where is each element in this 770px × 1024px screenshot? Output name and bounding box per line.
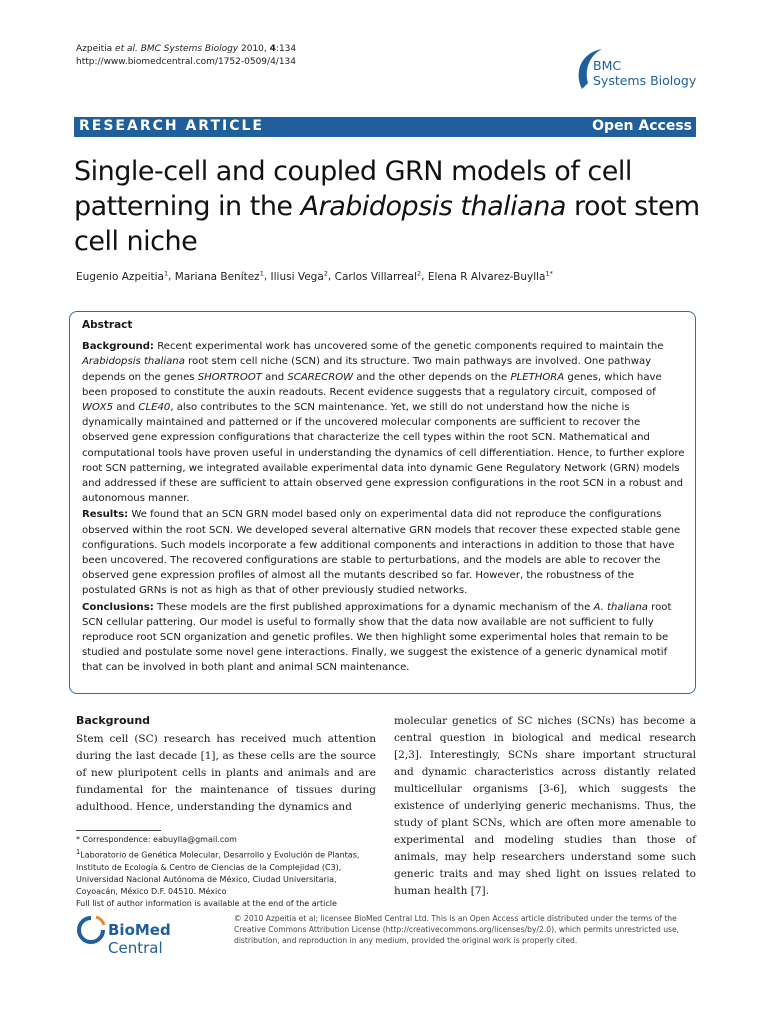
body-paragraph-right: molecular genetics of SC niches (SCNs) has become a central question in biological and medical research [2,3]. Interestingly, SCNs share important structural and dynamic characteristics across distantly related multicellular organisms [3-6], which suggests the existence of underlying generic mechanisms. Thus, the study of plant SCNs, which are often more amenable to experimental and modeling studies than those of animals, may help researchers understand some such generic traits and may shed light on issues related to human health [7]. bbox=[394, 715, 696, 897]
affiliation: $^1$Laboratorio de Genética Molecular, Desarrollo y Evolución de Plantas, Instituto de Ecología & Centro de Ciencias de la Complejidad (C3), Universidad Nacional Autónoma de México, Ciudad Universitaria, Coyoacán, México D.F. 04510. México bbox=[76, 848, 360, 896]
abstract-background: Background: Recent experimental work has uncovered some of the genetic components required to maintain the Arabidopsis thaliana root stem cell niche (SCN) and its structure. Two main pathways are involved. One pathway depends on the genes SHORTROOT and SCARECROW and the other depends on the PLETHORA genes, which have been proposed to constitute the auxin readouts. Recent evidence suggests that a regulatory circuit, composed of WOX5 and CLE40, also contributes to the SCN maintenance. Yet, we still do not understand how the niche is dynamically maintained and patterned or if the uncovered molecular components are sufficient to recover the observed gene expression configurations that characterize the cell types within the root SCN. Mathematical and computational tools have proven useful in understanding the dynamics of cell differentiation. Hence, to further explore root SCN patterning, we integrated available experimental data into dynamic Gene Regulatory Network (GRN) models and addressed if these are sufficient to attain observed gene expression configurations in the root SCN in a robust and autonomous manner. bbox=[82, 341, 685, 505]
journal-logo-text: BMC Systems Biology bbox=[593, 58, 697, 88]
article-title: Single-cell and coupled GRN models of cell patterning in the Arabidopsis thaliana root stem cell niche bbox=[74, 156, 700, 257]
body-paragraph-left: Stem cell (SC) research has received much attention during the last decade [1], as these cells are the source of new pluripotent cells in plants and animals and are fundamental for the maintenance of tissues during adulthood. Hence, understanding the dynamics and bbox=[76, 733, 376, 813]
journal-logo bbox=[572, 43, 702, 99]
full-list-note: Full list of author information is available at the end of the article bbox=[76, 898, 337, 908]
author: Mariana Benítez$^1$ bbox=[174, 269, 264, 283]
citation-header bbox=[76, 43, 296, 69]
abstract-box bbox=[69, 311, 696, 694]
author: Iliusi Vega$^2$ bbox=[270, 269, 328, 283]
article-type-label: RESEARCH ARTICLE bbox=[79, 118, 264, 134]
open-access-label: Open Access bbox=[592, 118, 692, 134]
citation-line: Azpeitia et al. BMC Systems Biology 2010, 4:134 bbox=[76, 44, 297, 54]
license-text: © 2010 Azpeitia et al; licensee BioMed Central Ltd. This is an Open Access article distributed under the terms of the Creative Commons Attribution License (http://creativecommons.org/licenses/by/2.0), which permits unrestricted use, distribution, and reproduction in any medium, provided the original work is properly cited. bbox=[234, 914, 680, 945]
biomed-swoosh-icon bbox=[76, 915, 106, 945]
article-type-banner bbox=[74, 117, 696, 137]
article-url[interactable]: http://www.biomedcentral.com/1752-0509/4/134 bbox=[76, 57, 296, 67]
footnotes bbox=[76, 834, 376, 910]
abstract-heading: Abstract bbox=[82, 319, 133, 331]
body-right-column bbox=[394, 713, 696, 900]
author-list: Eugenio Azpeitia$^1$, Mariana Benítez$^1$, Iliusi Vega$^2$, Carlos Villarreal$^2$, Elena R Alvarez-Buylla$^{1*}$ bbox=[76, 269, 553, 283]
publisher-logo bbox=[76, 915, 226, 957]
abstract-content bbox=[82, 318, 687, 677]
section-heading: Background bbox=[76, 714, 151, 727]
publisher-logo-text: BioMed Central bbox=[108, 921, 171, 957]
correspondence: * Correspondence: eabuylla@gmail.com bbox=[76, 835, 237, 844]
body-left-column bbox=[76, 713, 376, 816]
footnote-divider bbox=[76, 830, 161, 831]
author: Eugenio Azpeitia$^1$ bbox=[76, 269, 169, 283]
author: Elena R Alvarez-Buylla$^{1*}$ bbox=[427, 269, 553, 283]
abstract-results: Results: We found that an SCN GRN model based only on experimental data did not reproduce the configurations observed within the root SCN. We developed several alternative GRN models that recover these expected stable gene configurations. Such models incorporate a few additional components and interactions in addition to those that have been uncovered. The recovered configurations are stable to perturbations, and the models are able to recover the observed gene expression profiles of almost all the mutants described so far. However, the robustness of the postulated GRNs is not as high as that of other previously studied networks. bbox=[82, 509, 681, 597]
abstract-conclusions: Conclusions: These models are the first published approximations for a dynamic mechanism of the A. thaliana root SCN cellular pattering. Our model is useful to formally show that the data now available are not sufficient to fully reproduce root SCN organization and genetic profiles. We then highlight some experimental holes that remain to be studied and postulate some novel gene interactions. Finally, we suggest the existence of a generic dynamical motif that can be involved in both plant and animal SCN maintenance. bbox=[82, 601, 672, 674]
author: Carlos Villarreal$^2$ bbox=[334, 269, 422, 283]
